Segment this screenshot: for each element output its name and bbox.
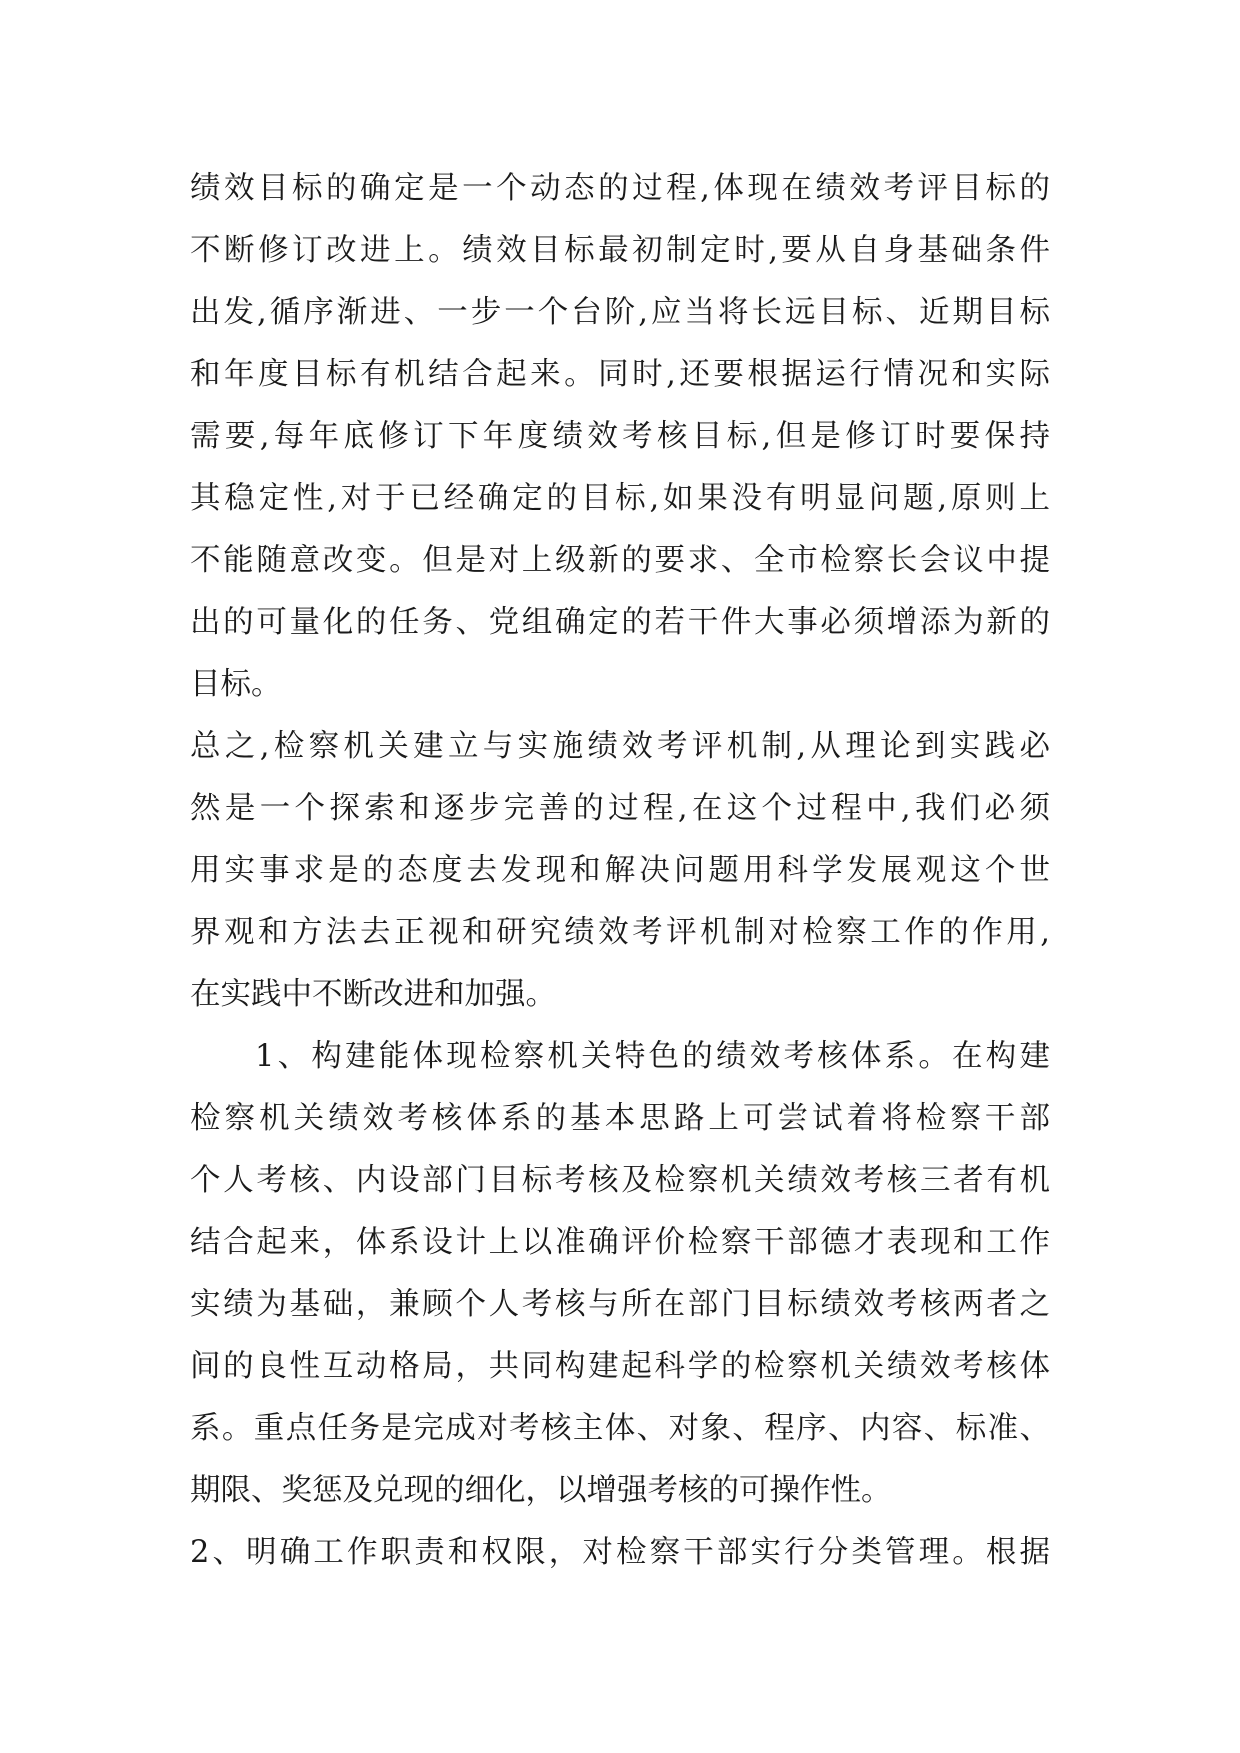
text-line: 实绩为基础，兼顾个人考核与所在部门目标绩效考核两者之 [190,1287,1050,1322]
text-line: 用实事求是的态度去发现和解决问题用科学发展观这个世 [190,853,1050,888]
text-line: 检察机关绩效考核体系的基本思路上可尝试着将检察干部 [190,1101,1050,1136]
text-line: 出发,循序渐进、一步一个台阶,应当将长远目标、近期目标 [190,295,1050,330]
text-line: 在实践中不断改进和加强。 [190,977,556,1012]
text-line: 界观和方法去正视和研究绩效考评机制对检察工作的作用, [190,915,1050,950]
text-line: 系。重点任务是完成对考核主体、对象、程序、内容、标准、 [190,1411,1050,1446]
text-line: 2、明确工作职责和权限，对检察干部实行分类管理。根据 [190,1535,1050,1570]
text-line: 绩效目标的确定是一个动态的过程,体现在绩效考评目标的 [190,171,1050,206]
text-line: 总之,检察机关建立与实施绩效考评机制,从理论到实践必 [190,729,1050,764]
text-line: 出的可量化的任务、党组确定的若干件大事必须增添为新的 [190,605,1050,640]
text-line: 然是一个探索和逐步完善的过程,在这个过程中,我们必须 [190,791,1050,826]
text-line: 结合起来，体系设计上以准确评价检察干部德才表现和工作 [190,1225,1050,1260]
text-line: 不能随意改变。但是对上级新的要求、全市检察长会议中提 [190,543,1050,578]
text-line: 1、构建能体现检察机关特色的绩效考核体系。在构建 [255,1039,1050,1074]
text-line: 个人考核、内设部门目标考核及检察机关绩效考核三者有机 [190,1163,1050,1198]
text-line: 其稳定性,对于已经确定的目标,如果没有明显问题,原则上 [190,481,1050,516]
text-line: 不断修订改进上。绩效目标最初制定时,要从自身基础条件 [190,233,1050,268]
text-line: 期限、奖惩及兑现的细化，以增强考核的可操作性。 [190,1473,892,1508]
text-line: 间的良性互动格局，共同构建起科学的检察机关绩效考核体 [190,1349,1050,1384]
text-line: 需要,每年底修订下年度绩效考核目标,但是修订时要保持 [190,419,1050,454]
text-line: 目标。 [190,667,282,702]
text-line: 和年度目标有机结合起来。同时,还要根据运行情况和实际 [190,357,1050,392]
